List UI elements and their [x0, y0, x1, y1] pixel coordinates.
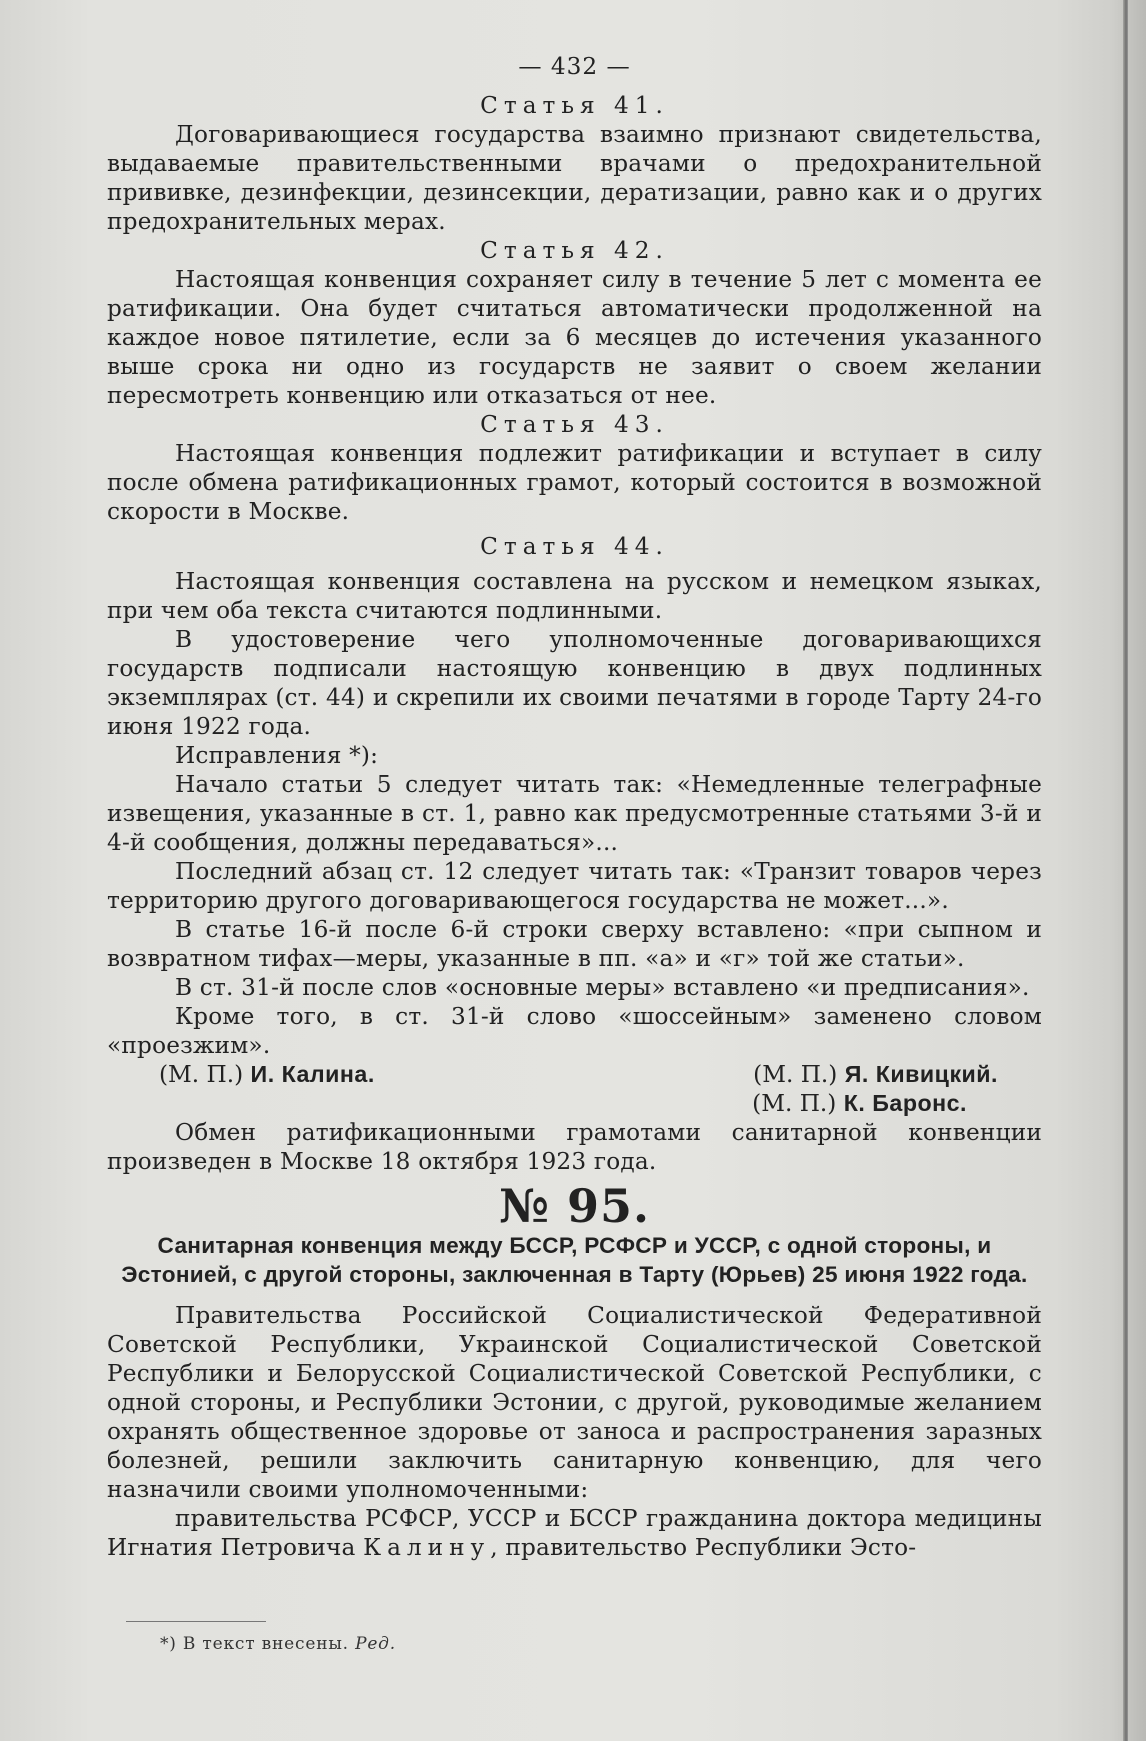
seal-mark: (М. П.) [159, 1061, 244, 1088]
article-43-text: Настоящая конвенция подлежит ратификации и вступает в силу после обмена ратификационных грамот, который состоится в возможной скорости в Москве. [107, 440, 1042, 525]
signatory-name: И. Калина. [250, 1061, 375, 1087]
correction-item: В статье 16-й после 6-й строки сверху вставлено: «при сыпном и возвратном тифах—меры, указанные в пп. «а» и «г» той же статьи». [107, 916, 1042, 972]
article-43-title: Статья 43. [480, 411, 669, 438]
footnote-text: *) В текст внесены. [160, 1634, 356, 1654]
corrections-title: Исправления *): [175, 742, 379, 769]
article-41-text: Договаривающиеся государства взаимно признают свидетельства, выдаваемые правительственными врачами о предохранительной прививке, дезинфекции, дезинсекции, дератизации, равно как и о других предохранительных мерах. [107, 121, 1042, 235]
correction-item: В ст. 31-й после слов «основные меры» вставлено «и предписания». [175, 974, 1030, 1001]
signatory-name: Я. Кивицкий. [844, 1061, 998, 1087]
article-41-title: Статья 41. [480, 92, 669, 119]
preamble-text: Правительства Российской Социалистической Федеративной Советской Республики, Украинской Социалистической Советской Республики и Белорусской Социалистической Советской Республики, с одной стороны, и Республики Эстонии, с другой, руководимые желанием охранять общественное здоровье от заноса и распространения заразных болезней, решили заключить санитарную конвенцию, для чего назначили своими уполномоченными: [107, 1302, 1042, 1503]
article-42-text: Настоящая конвенция сохраняет силу в течение 5 лет с момента ее ратификации. Она будет считаться автоматически продолженной на каждое новое пятилетие, если за 6 месяцев до истечения указанного выше срока ни одно из государств не заявит о своем желании пересмотреть конвенцию или отказаться от нее. [107, 266, 1042, 409]
signatory-name: К. Баронс. [843, 1090, 967, 1116]
article-44-text: Настоящая конвенция составлена на русском и немецком языках, при чем оба текста считаются подлинными. [107, 568, 1042, 624]
correction-item: Начало статьи 5 следует читать так: «Немедленные телеграфные извещения, указанные в ст. 1, равно как предусмотренные статьями 3-й и 4-й сообщения, должны передаваться»... [107, 771, 1042, 856]
signature-row-2 [107, 1089, 1042, 1118]
footnote-editor-mark: Ред. [355, 1634, 396, 1654]
document-number: № 95. [498, 1179, 651, 1233]
document-body [107, 52, 1042, 1562]
exchange-note: Обмен ратификационными грамотами санитарной конвенции произведен в Москве 18 октября 1923 года. [107, 1119, 1042, 1175]
document-heading: Санитарная конвенция между БССР, РСФСР и УССР, с одной стороны, и Эстонией, с другой стороны, заключенная в Тарту (Юрьев) 25 июня 1922 года. [121, 1233, 1028, 1287]
attestation-text: В удостоверение чего уполномоченные договаривающихся государств подписали настоящую конвенцию в двух подлинных экземплярах (ст. 44) и скрепили их своими печатями в городе Тарту 24-го июня 1922 года. [107, 626, 1042, 740]
signature-row [107, 1060, 1042, 1089]
page-edge-shadow [1123, 0, 1128, 1741]
correction-item: Последний абзац ст. 12 следует читать так: «Транзит товаров через территорию другого договаривающегося государства не может...». [107, 858, 1042, 914]
plenipotentiaries-text [107, 1504, 1042, 1562]
signature-left [159, 1060, 375, 1089]
article-42-title: Статья 42. [480, 237, 669, 264]
plenipotentiaries-text-end: , правительство Республики Эсто- [490, 1534, 917, 1561]
page-number: — 432 — [518, 53, 631, 80]
seal-mark: (М. П.) [753, 1061, 838, 1088]
footnote [160, 1634, 396, 1654]
signature-right [753, 1060, 998, 1089]
delegate-name: Калину [363, 1534, 491, 1561]
correction-item: Кроме того, в ст. 31-й слово «шоссейным» заменено словом «проезжим». [107, 1003, 1042, 1059]
article-44-title: Статья 44. [480, 533, 669, 560]
footnote-divider [126, 1621, 266, 1622]
plenipotentiaries-text-start: правительства РСФСР, УССР и БССР гражданина доктора медицины Игнатия Петровича [107, 1505, 1042, 1561]
seal-mark: (М. П.) [752, 1090, 837, 1117]
